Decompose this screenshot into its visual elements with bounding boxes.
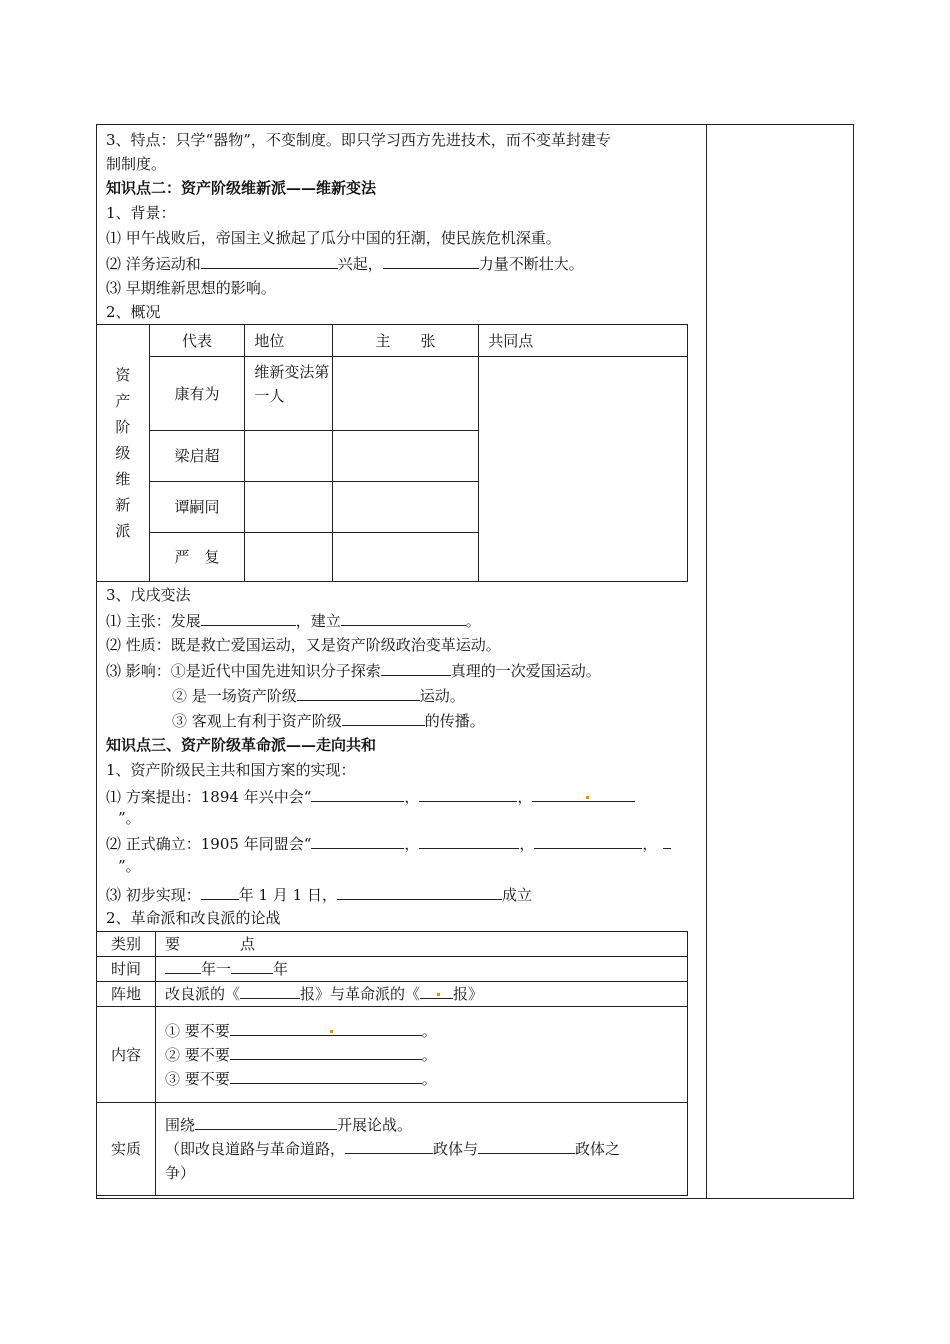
blank[interactable] — [345, 1138, 433, 1154]
debate-title: 2、革命派和改良派的论战 — [106, 909, 281, 927]
blank[interactable] — [231, 958, 273, 974]
rep-name: 严 复 — [149, 533, 245, 582]
blank[interactable] — [201, 253, 338, 269]
separator: ， — [404, 835, 420, 853]
debate-table — [96, 931, 688, 1196]
claims-cell[interactable] — [332, 482, 478, 533]
wuxu-3-2-text-b: 运动。 — [419, 687, 465, 705]
close-quote: ”。 — [118, 857, 141, 875]
header-representative: 代表 — [149, 325, 245, 357]
time-text-a: 年一 — [201, 960, 232, 978]
content-label: 内容 — [97, 1007, 156, 1103]
position-label: 阵地 — [97, 982, 156, 1007]
content-item — [165, 1019, 687, 1043]
content-item-text: ③ 要不要 — [165, 1069, 230, 1088]
group-label: 资产阶级维新派 — [115, 366, 131, 540]
blank[interactable] — [381, 660, 451, 676]
blank[interactable] — [165, 958, 201, 974]
content-item-text: ① 要不要 — [165, 1021, 230, 1040]
rep-position: 维新变法第一人 — [245, 357, 333, 431]
header-points: 要 点 — [156, 932, 688, 957]
essence-line-2 — [165, 1137, 687, 1161]
essence-text-c: （即改良道路与革命道路， — [165, 1140, 346, 1158]
essence-text-a: 围绕 — [165, 1116, 196, 1134]
content-cell — [156, 1007, 688, 1103]
wuxu-item-3-3 — [172, 710, 485, 732]
separator: ， — [642, 835, 658, 853]
wuxu-3-text-b: 真理的一次爱国运动。 — [450, 662, 601, 680]
blank[interactable] — [297, 685, 420, 701]
knowledge-point-3-title: 知识点三、资产阶级革命派——走向共和 — [106, 736, 377, 754]
wuxu-item-1 — [106, 610, 481, 632]
claims-cell[interactable] — [332, 533, 478, 582]
feature-line-1: 3、特点：只学“器物”，不变制度。即只学习西方先进技术，而不变革封建专 — [106, 131, 611, 149]
header-common: 共同点 — [479, 325, 688, 357]
essence-text-e: 政体之 — [575, 1140, 621, 1158]
essence-text-d: 政体与 — [433, 1140, 479, 1158]
blank[interactable] — [419, 833, 519, 849]
wuxu-1-text-a: ⑴ 主张：发展 — [106, 612, 201, 630]
blank[interactable] — [201, 610, 296, 626]
background-title: 1、背景： — [106, 204, 176, 222]
time-label: 时间 — [97, 957, 156, 982]
rep-position[interactable] — [245, 533, 333, 582]
blank[interactable] — [478, 1138, 575, 1154]
background-item-2 — [106, 253, 584, 275]
blank[interactable] — [419, 786, 517, 802]
wuxu-3-3-text-a: ③ 客观上有利于资产阶级 — [172, 712, 342, 730]
close-quote: ”。 — [118, 809, 141, 827]
blank[interactable] — [342, 710, 425, 726]
content-end: 。 — [421, 1069, 437, 1088]
overview-title: 2、概况 — [106, 303, 161, 321]
wuxu-3-3-text-b: 的传播。 — [424, 712, 485, 730]
republic-plan-item-3 — [106, 884, 532, 906]
essence-line-1 — [165, 1113, 687, 1137]
wuxu-title: 3、戊戌变法 — [106, 586, 191, 604]
notes-column-divider — [706, 124, 707, 1199]
group-label-cell — [97, 325, 150, 582]
position-text-a: 改良派的《 — [165, 985, 241, 1003]
wuxu-item-3 — [106, 660, 601, 682]
blank[interactable] — [195, 1114, 337, 1130]
separator: ， — [519, 835, 535, 853]
reform-faction-table — [96, 324, 688, 582]
plan-2-text: ⑵ 正式确立：1905 年同盟会“ — [106, 835, 312, 853]
essence-cell — [156, 1103, 688, 1196]
content-item-text: ② 要不要 — [165, 1045, 230, 1064]
time-cell — [156, 957, 688, 982]
blank[interactable] — [230, 1068, 422, 1084]
essence-line-3: 争） — [165, 1164, 196, 1182]
bg2-text-b: 兴起， — [337, 255, 383, 273]
content-end: 。 — [421, 1021, 437, 1040]
essence-text-b: 开展论战。 — [337, 1116, 413, 1134]
header-status: 地位 — [245, 325, 333, 357]
blank[interactable] — [201, 884, 239, 900]
background-item-3: ⑶ 早期维新思想的影响。 — [106, 279, 276, 297]
rep-position[interactable] — [245, 482, 333, 533]
blank[interactable] — [230, 1020, 422, 1036]
rep-name: 梁启超 — [149, 431, 245, 482]
blank[interactable] — [311, 786, 404, 802]
wuxu-1-text-c: 。 — [465, 612, 481, 630]
blank[interactable] — [311, 833, 404, 849]
position-text-c: 报》 — [453, 985, 484, 1003]
claims-cell[interactable] — [332, 357, 478, 431]
bg2-text-c: 力量不断壮大。 — [478, 255, 584, 273]
content-item — [165, 1067, 687, 1091]
blank[interactable] — [663, 833, 671, 849]
plan-3-text-b: 年 1 月 1 日， — [238, 886, 337, 904]
republic-plan-item-2 — [106, 833, 671, 855]
wuxu-item-2: ⑵ 性质：既是救亡爱国运动，又是资产阶级政治变革运动。 — [106, 636, 501, 654]
feature-line-2: 制制度。 — [106, 155, 167, 173]
rep-position[interactable] — [245, 431, 333, 482]
blank[interactable] — [337, 884, 502, 900]
rep-name: 谭嗣同 — [149, 482, 245, 533]
background-item-1: ⑴ 甲午战败后，帝国主义掀起了瓜分中国的狂潮，使民族危机深重。 — [106, 229, 561, 247]
wuxu-3-2-text-a: ② 是一场资产阶级 — [172, 687, 297, 705]
plan-3-text-c: 成立 — [501, 886, 532, 904]
separator: ， — [404, 788, 420, 806]
blank[interactable] — [240, 983, 300, 999]
bg2-text-a: ⑵ 洋务运动和 — [106, 255, 201, 273]
republic-plan-title: 1、资产阶级民主共和国方案的实现： — [106, 761, 356, 779]
essence-label: 实质 — [97, 1103, 156, 1196]
blank[interactable] — [420, 983, 453, 999]
content-item — [165, 1043, 687, 1067]
position-cell — [156, 982, 688, 1007]
wuxu-1-text-b: ，建立 — [295, 612, 341, 630]
header-claims: 主 张 — [332, 325, 478, 357]
claims-cell[interactable] — [332, 431, 478, 482]
content-end: 。 — [421, 1045, 437, 1064]
rep-name: 康有为 — [149, 357, 245, 431]
time-text-b: 年 — [273, 960, 289, 978]
republic-plan-item-1 — [106, 786, 635, 808]
header-category: 类别 — [97, 932, 156, 957]
blank[interactable] — [534, 833, 642, 849]
position-text-b: 报》与革命派的《 — [300, 985, 421, 1003]
wuxu-3-text-a: ⑶ 影响：①是近代中国先进知识分子探索 — [106, 662, 381, 680]
wuxu-item-3-2 — [172, 685, 465, 707]
blank[interactable] — [383, 253, 479, 269]
blank[interactable] — [341, 610, 466, 626]
blank[interactable] — [532, 786, 635, 802]
plan-3-text-a: ⑶ 初步实现： — [106, 886, 201, 904]
common-points-cell[interactable] — [479, 357, 688, 582]
blank[interactable] — [230, 1044, 422, 1060]
separator: ， — [517, 788, 533, 806]
knowledge-point-2-title: 知识点二：资产阶级维新派——维新变法 — [106, 179, 377, 197]
plan-1-text: ⑴ 方案提出：1894 年兴中会“ — [106, 788, 312, 806]
